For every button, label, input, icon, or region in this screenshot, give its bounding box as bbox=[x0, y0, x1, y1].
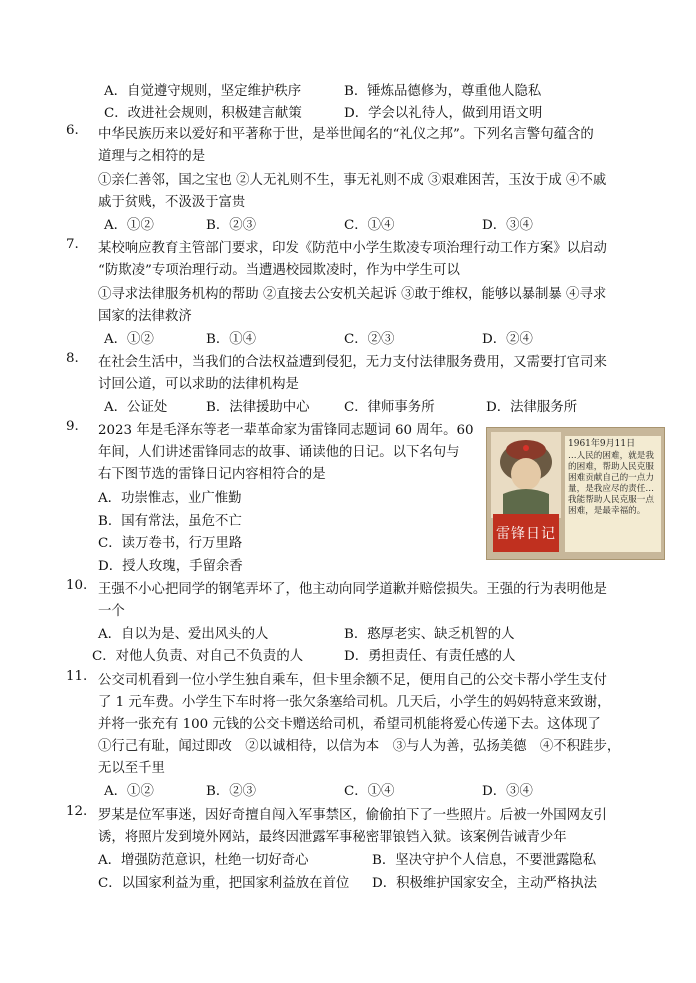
q11-option-d: D．③④ bbox=[482, 784, 533, 799]
q5-option-b: B．锤炼品德修为，尊重他人隐私 bbox=[344, 84, 542, 99]
q7-option-d: D．②④ bbox=[482, 332, 533, 347]
q12-stem-line-1: 罗某是位军事迷，因好奇擅自闯入军事禁区，偷偷拍下了一些照片。后被一外国网友引 bbox=[98, 808, 607, 823]
q8-option-b: B．法律援助中心 bbox=[206, 400, 310, 415]
q8-option-a: A．公证处 bbox=[104, 400, 168, 415]
q7-stem-line-1: 某校响应教育主管部门要求，印发《防范中小学生欺凌专项治理行动工作方案》以启动 bbox=[98, 241, 607, 256]
q7-option-b: B．①④ bbox=[206, 332, 257, 347]
q12-stem-line-2: 诱，将照片发到境外网站，最终因泄露军事秘密罪锒铛入狱。该案例告诫青少年 bbox=[98, 830, 567, 845]
q6-stem-line-2: 道理与之相符的是 bbox=[98, 149, 206, 164]
q6-number: 6. bbox=[66, 123, 79, 138]
q5-option-a: A．自觉遵守规则，坚定维护秩序 bbox=[104, 84, 302, 99]
q12-option-a: A．增强防范意识，杜绝一切好奇心 bbox=[98, 853, 309, 868]
q6-option-a: A．①② bbox=[104, 218, 154, 233]
q9-option-a: A．功崇惟志，业广惟勤 bbox=[98, 491, 242, 506]
q11-option-b: B．②③ bbox=[206, 784, 257, 799]
lei-feng-portrait bbox=[491, 432, 561, 518]
diary-cover-title: 雷锋日记 bbox=[493, 514, 559, 552]
q8-number: 8. bbox=[66, 351, 79, 366]
q6-option-d: D．③④ bbox=[482, 218, 533, 233]
q10-option-b: B．憨厚老实、缺乏机智的人 bbox=[344, 627, 515, 642]
q11-stem-line-2: 了 1 元车费。小学生下车时将一张欠条塞给司机。几天后，小学生的妈妈特意来致谢， bbox=[98, 695, 611, 710]
q12-option-c: C．以国家利益为重，把国家利益放在首位 bbox=[98, 876, 350, 891]
q6-option-c: C．①④ bbox=[344, 218, 395, 233]
q11-statements-line-2: 无以至千里 bbox=[98, 761, 165, 776]
q10-number: 10. bbox=[66, 578, 88, 593]
q10-stem-line-2: 一个 bbox=[98, 604, 125, 619]
q6-stem-line-1: 中华民族历来以爱好和平著称于世，是举世闻名的“礼仪之邦”。下列名言警句蕴含的 bbox=[98, 127, 594, 142]
q7-option-a: A．①② bbox=[104, 332, 154, 347]
q7-statements-line-1: ①寻求法律服务机构的帮助 ②直接去公安机关起诉 ③敢于维权，能够以暴制暴 ④寻求 bbox=[98, 287, 607, 302]
q10-option-d: D．勇担责任、有责任感的人 bbox=[344, 649, 516, 664]
q5-option-c: C．改进社会规则，积极建言献策 bbox=[104, 106, 302, 121]
q7-number: 7. bbox=[66, 237, 79, 252]
q9-number: 9. bbox=[66, 419, 79, 434]
q11-statements-line-1: ①行己有耻，闻过即改 ②以诚相待，以信为本 ③与人为善，弘扬美德 ④不积跬步， bbox=[98, 739, 621, 754]
q8-option-d: D．法律服务所 bbox=[486, 400, 578, 415]
q11-number: 11. bbox=[66, 669, 88, 684]
q8-stem-line-1: 在社会生活中，当我们的合法权益遭到侵犯，无力支付法律服务费用，又需要打官司来 bbox=[98, 355, 607, 370]
q7-option-c: C．②③ bbox=[344, 332, 395, 347]
q11-stem-line-1: 公交司机看到一位小学生独自乘车，但卡里余额不足，便用自己的公交卡帮小学生支付 bbox=[98, 673, 607, 688]
diary-text: …人民的困难，就是我的困难，帮助人民克服困难贡献自己的一点力量，是我应尽的责任…我能帮助人民克服一点困难，是最幸福的。 bbox=[568, 451, 654, 516]
q7-stem-line-2: “防欺凌”专项治理行动。当遭遇校园欺凌时，作为中学生可以 bbox=[98, 263, 460, 278]
q9-option-b: B．国有常法，虽危不亡 bbox=[98, 514, 242, 529]
q6-statements-line-1: ①亲仁善邻，国之宝也 ②人无礼则不生，事无礼则不成 ③艰难困苦，玉汝于成 ④不戚 bbox=[98, 173, 607, 188]
q7-statements-line-2: 国家的法律救济 bbox=[98, 309, 192, 324]
q9-stem-line-1: 2023 年是毛泽东等老一辈革命家为雷锋同志题词 60 周年。60 bbox=[98, 423, 474, 438]
q11-stem-line-3: 并将一张充有 100 元钱的公交卡赠送给司机，希望司机能将爱心传递下去。这体现了 bbox=[98, 717, 601, 732]
q10-option-c: C．对他人负责、对自己不负责的人 bbox=[92, 649, 304, 664]
q12-number: 12. bbox=[66, 804, 88, 819]
lei-feng-diary-image bbox=[486, 427, 665, 560]
q10-option-a: A．自以为是、爱出风头的人 bbox=[98, 627, 269, 642]
q9-option-c: C．读万卷书，行万里路 bbox=[98, 536, 243, 551]
q5-option-d: D．学会以礼待人，做到用语文明 bbox=[344, 106, 543, 121]
q12-option-d: D．积极维护国家安全，主动严格执法 bbox=[372, 876, 597, 891]
q11-option-a: A．①② bbox=[104, 784, 154, 799]
q9-stem-line-3: 右下图节选的雷锋日记内容相符合的是 bbox=[98, 467, 326, 482]
q9-stem-line-2: 年间，人们讲述雷锋同志的故事、诵读他的日记。以下名句与 bbox=[98, 445, 460, 460]
diary-excerpt bbox=[565, 436, 661, 552]
q6-statements-line-2: 戚于贫贱，不汲汲于富贵 bbox=[98, 195, 246, 210]
q6-option-b: B．②③ bbox=[206, 218, 257, 233]
q8-option-c: C．律师事务所 bbox=[344, 400, 435, 415]
diary-date: 1961年9月11日 bbox=[568, 439, 636, 449]
q9-option-d: D．授人玫瑰，手留余香 bbox=[98, 559, 243, 574]
q8-stem-line-2: 讨回公道，可以求助的法律机构是 bbox=[98, 377, 299, 392]
q12-option-b: B．坚决守护个人信息，不要泄露隐私 bbox=[372, 853, 597, 868]
q11-option-c: C．①④ bbox=[344, 784, 395, 799]
q10-stem-line-1: 王强不小心把同学的钢笔弄坏了，他主动向同学道歉并赔偿损失。王强的行为表明他是 bbox=[98, 582, 607, 597]
